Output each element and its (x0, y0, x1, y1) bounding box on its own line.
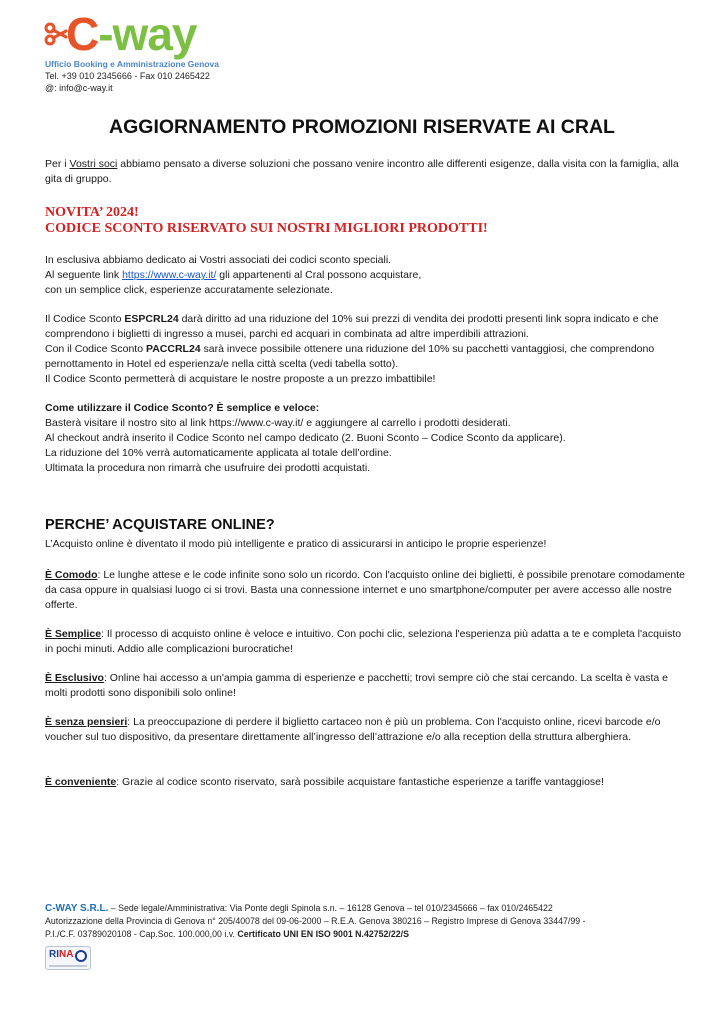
news-heading: NOVITA’ 2024! (45, 205, 139, 220)
discount-code-paccrl24: PACCRL24 (145, 343, 201, 355)
codes-line-1: In esclusiva abbiamo dedicato ai Vostri associati dei codici sconto speciali. (45, 254, 392, 266)
discount-code-espcrl24: ESPCRL24 (124, 313, 179, 325)
page-title: AGGIORNAMENTO PROMOZIONI RISERVATE AI CRAL (109, 116, 615, 138)
reason-text: : Online hai accesso a un'ampia gamma di esperienze e pacchetti; trovi sempre ciò che stai cercando. La scelta è vasta e molti prodotti sono disponibili solo online! (45, 672, 669, 699)
news-subheading: CODICE SCONTO RISERVATO SUI NOSTRI MIGLIORI PRODOTTI! (45, 221, 488, 236)
reason-label: È Esclusivo (45, 672, 104, 684)
intro-underlined: Vostri soci (69, 158, 118, 170)
footer-brand: C-WAY S.R.L. (45, 903, 109, 914)
footer-certificate: Certificato UNI EN ISO 9001 N.42752/22/S (237, 929, 409, 939)
codes-details (45, 312, 685, 387)
email-contact: @: info@c-way.it (45, 83, 113, 93)
intro-paragraph (45, 157, 685, 187)
site-link[interactable]: https://www.c-way.it/ (122, 269, 217, 281)
logo-wordmark (66, 6, 197, 62)
cert-text-b: NA (59, 949, 74, 960)
footer-address: – Sede legale/Amministrativa: Via Ponte degli Spinola s.n. – 16128 Genova – tel 010/2345666 – fax 010/2465422 (108, 903, 553, 913)
office-label: Ufficio Booking e Amministrazione Genova (45, 59, 219, 69)
intro-text-a: Per i (45, 158, 70, 170)
howto-section (45, 401, 685, 476)
phone-fax: Tel. +39 010 2345666 - Fax 010 2465422 (45, 71, 210, 81)
code1-prefix: Il Codice Sconto (45, 313, 125, 325)
codes-line-2b: gli appartenenti al Cral possono acquistare, (216, 269, 422, 281)
footer-registration: Autorizzazione della Provincia di Genova n° 205/40078 del 09-06-2000 – R.E.A. Genova 380216 – Registro Imprese di Genova 33447/99 - (45, 916, 586, 926)
why-heading: PERCHE’ ACQUISTARE ONLINE? (45, 517, 275, 533)
codes-line-2a: Al seguente link (45, 269, 123, 281)
code2-prefix: Con il Codice Sconto (45, 343, 146, 355)
cert-underline (49, 965, 87, 967)
reason-text: : Le lunghe attese e le code infinite sono solo un ricordo. Con l'acquisto online dei biglietti, è possibile prenotare comodamente da casa oppure in qualsiasi luogo ci si trovi. Basta una connessione internet e uno smartphone/computer per avere accesso alle nostre offerte. (45, 569, 685, 611)
footer-vat: P.I./C.F. 03789020108 - Cap.Soc. 100.000,00 i.v. (45, 929, 238, 939)
reason-semplice (45, 627, 685, 657)
company-footer (45, 902, 685, 941)
reason-label: È conveniente (45, 776, 117, 788)
rina-certification-logo (45, 946, 91, 970)
reason-esclusivo (45, 671, 685, 701)
cert-seal-icon (75, 950, 87, 962)
code2-description: sarà invece possibile ottenere una riduzione del 10% su pacchetti vantaggiosi, che comprendono pernottamento in Hotel ed esperienza/e nella città scelta (vedi tabella sotto). (45, 343, 655, 370)
howto-step-1: Basterà visitare il nostro sito al link https://www.c-way.it/ e aggiungere al carrello i prodotti desiderati. (45, 417, 511, 429)
reason-label: È senza pensieri (45, 716, 128, 728)
howto-step-4: Ultimata la procedura non rimarrà che usufruire dei prodotti acquistati. (45, 462, 371, 474)
howto-step-2: Al checkout andrà inserito il Codice Sconto nel campo dedicato (2. Buoni Sconto – Codice Sconto da applicare). (45, 432, 566, 444)
intro-text-b: abbiamo pensato a diverse soluzioni che possano venire incontro alle differenti esigenze, dalla visita con la famiglia, alla gita di gruppo. (45, 158, 679, 185)
reason-senza-pensieri (45, 715, 685, 745)
howto-step-3: La riduzione del 10% verrà automaticamente applicata al totale dell’ordine. (45, 447, 392, 459)
howto-heading: Come utilizzare il Codice Sconto? È semplice e veloce: (45, 402, 320, 414)
logo-way: -way (98, 8, 197, 60)
reason-comodo (45, 568, 685, 613)
code1-description: darà diritto ad una riduzione del 10% sui prezzi di vendita dei prodotti presenti link sopra indicato e che comprendono i biglietti di ingresso a musei, parchi ed acquari in combinata ad altre imperdibili attrazioni. (45, 313, 659, 340)
reason-conveniente (45, 775, 685, 790)
codes-line-3: con un semplice click, esperienze accuratamente selezionate. (45, 284, 333, 296)
reason-text: : Il processo di acquisto online è veloce e intuitivo. Con pochi clic, seleziona l'esperienza più adatta a te e completa l'acquisto in pochi minuti. Addio alle complicazioni burocratiche! (45, 628, 682, 655)
reason-text: : Grazie al codice sconto riservato, sarà possibile acquistare fantastiche esperienze a tariffe vantaggiose! (116, 776, 604, 788)
reason-label: È Comodo (45, 569, 98, 581)
codes-intro (45, 253, 685, 298)
codes-closing: Il Codice Sconto permetterà di acquistare le nostre proposte a un prezzo imbattibile! (45, 373, 436, 385)
cert-logo-text (49, 949, 73, 960)
reason-text: : La preoccupazione di perdere il biglietto cartaceo non è più un problema. Con l'acquisto online, ricevi barcode e/o voucher sul tuo dispositivo, da presentare direttamente all’ingresso dell’attrazione e/o alla reception della struttura alberghiera. (45, 716, 661, 743)
reason-label: È Semplice (45, 628, 102, 640)
logo-c: C (66, 8, 99, 60)
cert-text-a: RI (49, 949, 59, 960)
c-way-logo (40, 8, 230, 60)
why-intro: L’Acquisto online è diventato il modo più intelligente e pratico di assicurarsi in anticipo le proprie esperienze! (45, 538, 547, 550)
